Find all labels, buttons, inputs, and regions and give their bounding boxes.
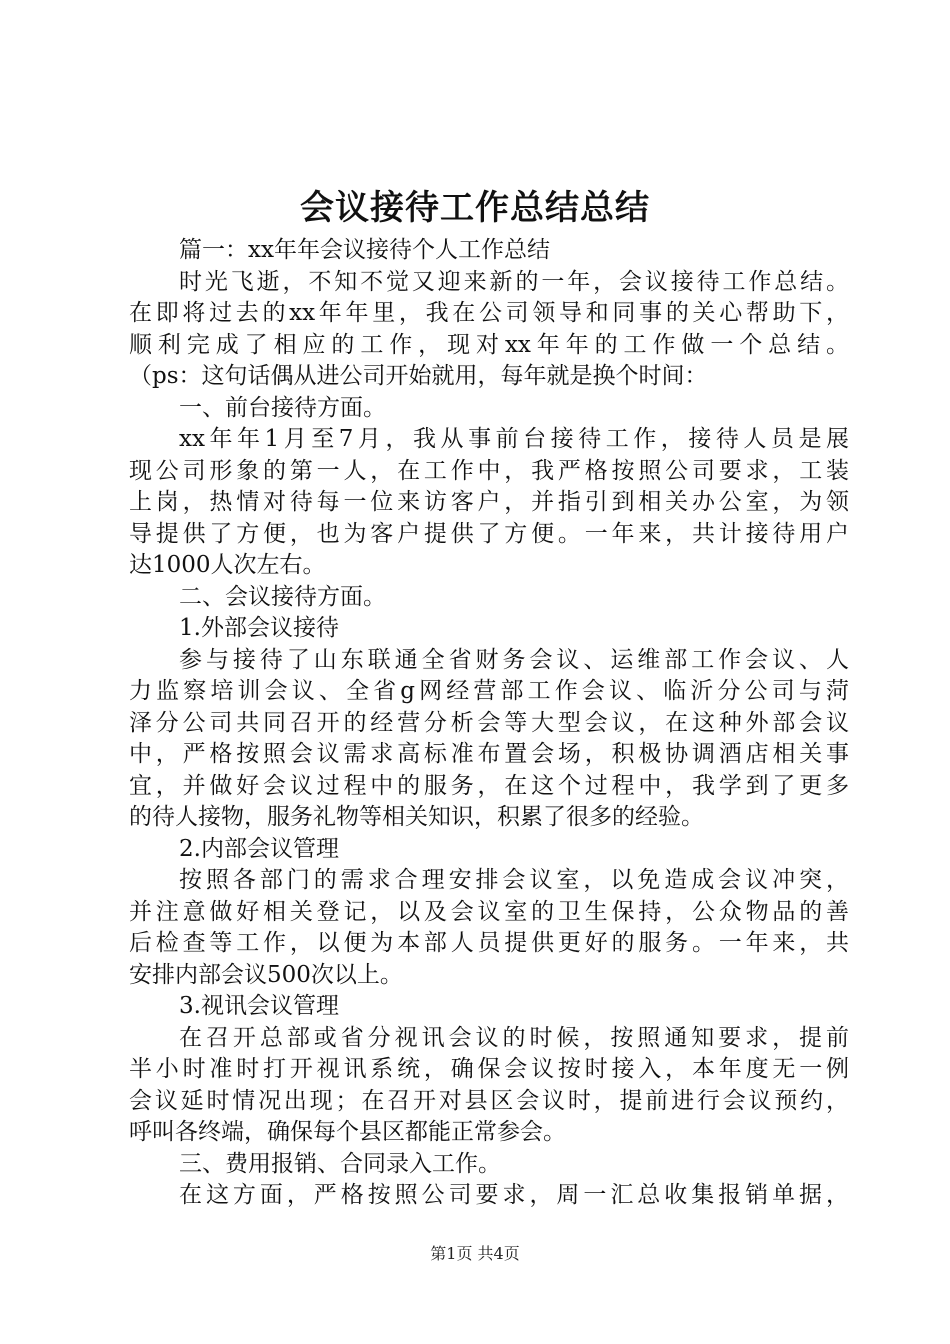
body-line: 导提供了方便，也为客户提供了方便。一年来，共计接待用户 — [129, 520, 849, 547]
body-line: xx年年1月至7月，我从事前台接待工作，接待人员是展 — [179, 426, 849, 452]
section-heading: 篇一：xx年年会议接待个人工作总结 — [179, 237, 550, 263]
body-line: 现公司形象的第一人，在工作中，我严格按照公司要求，工装 — [129, 457, 849, 484]
body-line: 参与接待了山东联通全省财务会议、运维部工作会议、人 — [179, 646, 849, 673]
body-line: 并注意做好相关登记，以及会议室的卫生保持，公众物品的善 — [129, 898, 849, 925]
document-title: 会议接待工作总结总结 — [300, 188, 650, 228]
body-line: 安排内部会议500次以上。 — [129, 961, 403, 988]
body-line: 在召开总部或省分视讯会议的时候，按照通知要求，提前 — [179, 1024, 849, 1051]
subsection-heading: 1.外部会议接待 — [179, 615, 339, 641]
body-line: 在即将过去的xx年年里，我在公司领导和同事的关心帮助下， — [129, 300, 849, 326]
section-heading: 一、前台接待方面。 — [179, 394, 386, 421]
subsection-heading: 3.视讯会议管理 — [179, 993, 339, 1019]
body-line: 在这方面，严格按照公司要求，周一汇总收集报销单据， — [179, 1182, 849, 1208]
body-line: 达1000人次左右。 — [129, 552, 326, 578]
body-line: （ps：这句话偶从进公司开始就用，每年就是换个时间： — [129, 363, 708, 389]
body-line: 力监察培训会议、全省g网经营部工作会议、临沂分公司与菏 — [129, 678, 849, 704]
page-footer: 第1页 共4页 — [430, 1244, 520, 1263]
body-line: 时光飞逝，不知不觉又迎来新的一年，会议接待工作总结。 — [179, 268, 849, 295]
body-line: 的待人接物，服务礼物等相关知识，积累了很多的经验。 — [129, 804, 704, 830]
document-body — [129, 235, 849, 1212]
body-line: 后检查等工作，以便为本部人员提供更好的服务。一年来，共 — [129, 930, 849, 956]
body-line: 半小时准时打开视讯系统，确保会议按时接入，本年度无一例 — [129, 1056, 849, 1082]
body-line: 会议延时情况出现；在召开对县区会议时，提前进行会议预约， — [129, 1087, 849, 1114]
section-heading: 二、会议接待方面。 — [179, 583, 386, 610]
body-line: 中，严格按照会议需求高标准布置会场，积极协调酒店相关事 — [129, 741, 849, 767]
body-line: 上岗，热情对待每一位来访客户，并指引到相关办公室，为领 — [129, 489, 849, 515]
body-line: 按照各部门的需求合理安排会议室，以免造成会议冲突， — [179, 867, 849, 893]
subsection-heading: 2.内部会议管理 — [179, 835, 339, 862]
body-line: 呼叫各终端，确保每个县区都能正常参会。 — [129, 1119, 566, 1145]
body-line: 顺利完成了相应的工作，现对xx年年的工作做一个总结。 — [129, 331, 849, 358]
body-line: 泽分公司共同召开的经营分析会等大型会议，在这种外部会议 — [129, 709, 849, 736]
section-heading: 三、费用报销、合同录入工作。 — [179, 1150, 501, 1177]
body-line: 宜，并做好会议过程中的服务，在这个过程中，我学到了更多 — [129, 772, 849, 799]
